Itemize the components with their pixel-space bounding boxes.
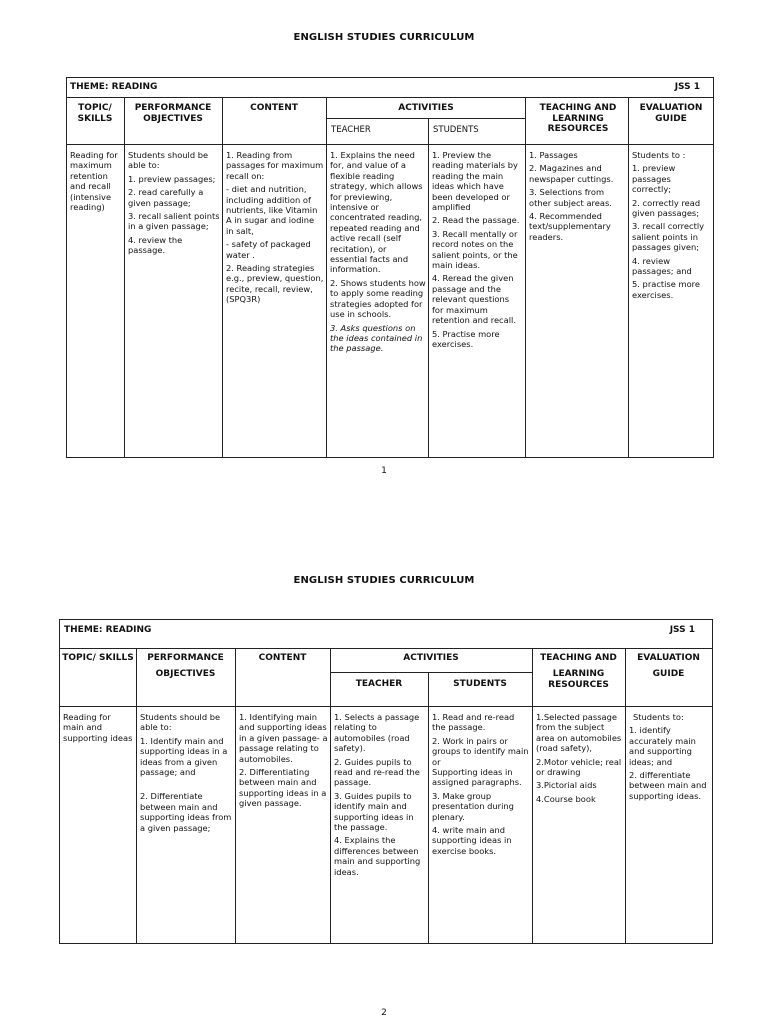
header-teacher: TEACHER — [331, 125, 371, 135]
list-item: 4.Course book — [536, 793, 596, 804]
list-item: 4. write main and supporting ideas in exercise books. — [432, 825, 512, 856]
list-item: 2. read carefully a given passage; — [128, 187, 204, 208]
list-item: 4. review passages; and — [632, 255, 692, 277]
list-item: 1. Identify main and supporting ideas in a ideas from a given passage; and — [140, 735, 228, 778]
list-item: 2. Work in pairs or groups to identify main or — [432, 735, 529, 767]
list-item: 1. Read and re-read the passage. — [432, 712, 515, 733]
content-cell — [226, 150, 324, 308]
list-item: 1. preview passages; — [128, 173, 216, 184]
list-item: 4. Explains the differences between main and supporting ideas. — [334, 835, 421, 877]
list-item: 5. Practise more exercises. — [432, 328, 500, 349]
list-item: 3.Pictorial aids — [536, 780, 597, 791]
evaluation-cell — [632, 150, 712, 303]
list-item: 3. Recall mentally or record notes on the salient points, or the main ideas. — [432, 228, 518, 271]
header-content: CONTENT — [250, 103, 298, 113]
list-item: Supporting ideas in assigned paragraphs. — [432, 767, 522, 788]
header-teacher: TEACHER — [355, 679, 403, 689]
header-objectives-1: PERFORMANCE — [147, 653, 224, 663]
class-label: JSS 1 — [674, 82, 700, 92]
list-item: - safety of packaged water . — [226, 239, 311, 260]
objectives-intro: Students should be able to: — [128, 150, 209, 171]
list-item: 1. Passages — [529, 150, 578, 160]
header-activities: ACTIVITIES — [403, 653, 459, 663]
list-item: - diet and nutrition, including addition of nutrients, like Vitamin A in sugar and iodine in salt, — [226, 184, 318, 236]
list-item: 2. differentiate between main and supporting ideas. — [629, 770, 707, 801]
header-resources-1: TEACHING AND — [540, 653, 617, 663]
header-students: STUDENTS — [433, 125, 479, 135]
list-item: 1. Reading from passages for maximum recall on: — [226, 150, 324, 181]
header-topic: TOPIC/ SKILLS — [77, 103, 113, 124]
list-item: 1. Preview the reading materials by reading the main ideas which have been developed or amplified — [432, 150, 518, 213]
list-item: 5. practise more exercises. — [632, 279, 700, 300]
list-item: 1. identify accurately main and supporting ideas; and — [629, 725, 696, 767]
list-item: 3. recall correctly salient points in passages given; — [632, 221, 705, 253]
page-number: 1 — [381, 466, 387, 476]
header-objectives-2: OBJECTIVES — [155, 669, 216, 679]
theme-label: THEME: READING — [70, 82, 158, 92]
list-item: 2. Shows students how to apply some reading strategies adopted for use in schools. — [330, 277, 426, 320]
theme-label: THEME: READING — [64, 625, 152, 635]
list-item: 1. Identifying main and supporting ideas in a given passage- a passage relating to automobiles. — [239, 712, 328, 764]
list-item: 4. review the passage. — [128, 234, 183, 256]
header-students: STUDENTS — [453, 679, 507, 689]
list-item: 4. Reread the given passage and the relevant questions for maximum retention and recall. — [432, 273, 516, 326]
list-item: 3. recall salient points in a given passage; — [128, 211, 220, 232]
list-item: 2. Guides pupils to read and re-read the passage. — [334, 756, 420, 788]
list-item: 3. Make group presentation during plenary. — [432, 790, 514, 822]
list-item: 2. Reading strategies e.g., preview, question, recite, recall, review, (SPQ3R) — [226, 263, 324, 305]
page-number: 2 — [381, 1008, 387, 1018]
evaluation-intro: Students to : — [632, 150, 686, 160]
header-topic: TOPIC/ SKILLS — [62, 653, 134, 663]
header-evaluation-1: EVALUATION — [637, 653, 700, 663]
header-content: CONTENT — [258, 653, 307, 663]
list-item: 4. Recommended text/supplementary readers. — [529, 211, 611, 242]
evaluation-intro: Students to: — [633, 712, 684, 722]
list-item: 3. Asks questions on the ideas contained in the passage. — [330, 322, 423, 354]
page-title: ENGLISH STUDIES CURRICULUM — [293, 575, 475, 586]
resources-cell — [529, 150, 626, 245]
topic-cell: Reading for main and supporting ideas — [63, 712, 133, 743]
page-title: ENGLISH STUDIES CURRICULUM — [293, 32, 475, 43]
resources-cell — [536, 712, 623, 807]
header-resources: TEACHING AND LEARNING RESOURCES — [539, 103, 617, 134]
header-objectives: PERFORMANCE OBJECTIVES — [134, 103, 212, 124]
list-item: 3. Selections from other subject areas. — [529, 187, 612, 208]
objectives-cell — [128, 150, 220, 259]
students-cell — [432, 712, 530, 859]
header-resources-2: LEARNING RESOURCES — [548, 669, 609, 690]
evaluation-cell — [629, 712, 710, 804]
list-item: 2. Differentiate between main and supporting ideas from a given passage; — [140, 791, 232, 833]
list-item: 2. correctly read given passages; — [632, 197, 701, 219]
topic-cell: Reading for maximum retention and recall (intensive reading) — [70, 150, 118, 213]
list-item: 2. Read the passage. — [432, 215, 520, 226]
objectives-cell — [140, 712, 233, 836]
list-item: 1. Selects a passage relating to automobiles (road safety). — [334, 712, 420, 754]
list-item: 2. Differentiating between main and supporting ideas in a given passage. — [239, 767, 327, 809]
list-item: 3. Guides pupils to identify main and supporting ideas in the passage. — [334, 790, 414, 833]
list-item: 1.Selected passage from the subject area on automobiles (road safety), — [536, 712, 622, 754]
list-item: 1. Explains the need for, and value of a flexible reading strategy, which allows for previewing, intensive or concentrated reading, repeated reading and active recall (self recitation), or essential facts and information. — [330, 150, 423, 275]
header-evaluation-2: GUIDE — [652, 669, 685, 679]
header-activities: ACTIVITIES — [398, 103, 454, 113]
teacher-cell — [330, 150, 426, 357]
objectives-intro: Students should be able to: — [140, 712, 221, 733]
list-item: 1. preview passages correctly; — [632, 163, 676, 195]
class-label: JSS 1 — [669, 625, 695, 635]
content-cell — [239, 712, 328, 812]
list-item: 2. Magazines and newspaper cuttings. — [529, 163, 614, 184]
header-evaluation: EVALUATION GUIDE — [639, 103, 703, 124]
list-item: 2.Motor vehicle; real or drawing — [536, 756, 622, 778]
students-cell — [432, 150, 523, 352]
teacher-cell — [334, 712, 426, 880]
